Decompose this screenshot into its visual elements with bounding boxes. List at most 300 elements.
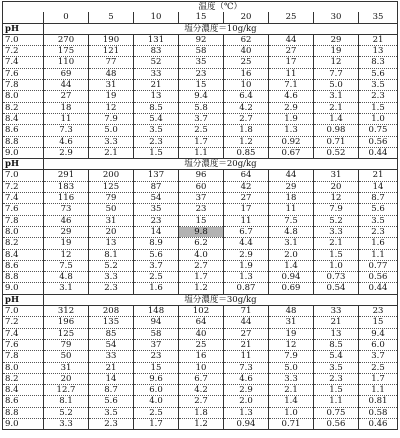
value-cell: 79: [89, 193, 134, 204]
value-cell: 2.1: [89, 147, 134, 158]
value-cell: 54: [89, 339, 134, 350]
value-cell: 23: [134, 215, 179, 226]
value-cell: 23: [359, 306, 398, 317]
value-cell: 14: [89, 373, 134, 384]
value-cell: 8.5: [314, 339, 359, 350]
value-cell: 13: [314, 328, 359, 339]
value-cell: 5.4: [134, 113, 179, 124]
value-cell: 42: [224, 181, 269, 192]
value-cell: 1.2: [224, 136, 269, 147]
value-cell: 3.3: [269, 373, 314, 384]
value-cell: 5.8: [179, 102, 224, 113]
table-row: [3, 147, 398, 158]
value-cell: 2.1: [314, 102, 359, 113]
value-cell: 1.2: [179, 283, 224, 294]
temperature-label-row: [3, 2, 398, 13]
value-cell: 125: [89, 181, 134, 192]
ph-value: 8.8: [3, 136, 44, 147]
ph-label: pH: [3, 23, 44, 34]
value-cell: 0.56: [359, 272, 398, 283]
value-cell: 3.7: [179, 113, 224, 124]
value-cell: 1.1: [179, 147, 224, 158]
value-cell: 18: [44, 102, 89, 113]
value-cell: 13: [89, 238, 134, 249]
temperature-header-6: 30: [314, 12, 359, 23]
value-cell: 5.6: [89, 396, 134, 407]
section-title: 塩分濃度＝30g/kg: [44, 294, 398, 305]
value-cell: 1.6: [359, 238, 398, 249]
value-cell: 5.4: [314, 351, 359, 362]
ph-value: 7.2: [3, 317, 44, 328]
value-cell: 12: [89, 102, 134, 113]
table-row: [3, 113, 398, 124]
value-cell: 200: [89, 170, 134, 181]
value-cell: 1.3: [224, 272, 269, 283]
value-cell: 0.67: [269, 147, 314, 158]
value-cell: 20: [314, 181, 359, 192]
value-cell: 18: [269, 193, 314, 204]
value-cell: 11: [224, 351, 269, 362]
value-cell: 77: [89, 57, 134, 68]
value-cell: 15: [179, 215, 224, 226]
value-cell: 2.3: [89, 283, 134, 294]
value-cell: 44: [224, 317, 269, 328]
value-cell: 5.2: [314, 215, 359, 226]
value-cell: 208: [89, 306, 134, 317]
value-cell: 96: [179, 170, 224, 181]
value-cell: 85: [89, 328, 134, 339]
value-cell: 87: [134, 181, 179, 192]
ph-value: 7.2: [3, 181, 44, 192]
value-cell: 0.56: [314, 418, 359, 429]
value-cell: 7.5: [44, 260, 89, 271]
value-cell: 116: [44, 193, 89, 204]
section-header-row: [3, 23, 398, 34]
value-cell: 0.73: [314, 272, 359, 283]
value-cell: 71: [224, 306, 269, 317]
value-cell: 11: [224, 215, 269, 226]
value-cell: 2.7: [179, 396, 224, 407]
table-row: [3, 57, 398, 68]
value-cell: 1.7: [179, 136, 224, 147]
value-cell: 0.44: [359, 147, 398, 158]
value-cell: 5.6: [359, 204, 398, 215]
value-cell: 1.5: [359, 102, 398, 113]
value-cell: 44: [269, 34, 314, 45]
value-cell: 21: [314, 317, 359, 328]
value-cell: 1.5: [314, 385, 359, 396]
value-cell: 12: [44, 249, 89, 260]
value-cell: 37: [179, 193, 224, 204]
value-cell: 8.7: [89, 385, 134, 396]
value-cell: 5.2: [89, 260, 134, 271]
temperature-header-2: 10: [134, 12, 179, 23]
value-cell: 20: [44, 373, 89, 384]
value-cell: 11: [269, 204, 314, 215]
ph-value: 8.8: [3, 272, 44, 283]
value-cell: 31: [314, 170, 359, 181]
value-cell: 1.2: [179, 418, 224, 429]
table-row: [3, 418, 398, 429]
temperature-header-7: 35: [359, 12, 398, 23]
value-cell: 8.1: [44, 396, 89, 407]
value-cell: 2.9: [224, 249, 269, 260]
value-cell: 0.92: [269, 136, 314, 147]
table-row: [3, 34, 398, 45]
value-cell: 62: [224, 34, 269, 45]
value-cell: 3.5: [134, 125, 179, 136]
value-cell: 4.8: [44, 272, 89, 283]
ph-value: 7.0: [3, 306, 44, 317]
value-cell: 3.1: [314, 91, 359, 102]
value-cell: 29: [314, 34, 359, 45]
value-cell: 11: [44, 113, 89, 124]
value-cell: 1.4: [269, 396, 314, 407]
table-row: [3, 136, 398, 147]
table-row: [3, 396, 398, 407]
value-cell: 1.4: [269, 260, 314, 271]
value-cell: 196: [44, 317, 89, 328]
value-cell: 121: [89, 46, 134, 57]
value-cell: 135: [89, 317, 134, 328]
temperature-header-0: 0: [44, 12, 89, 23]
value-cell: 19: [269, 328, 314, 339]
value-cell: 7.7: [314, 68, 359, 79]
value-cell: 7.3: [224, 362, 269, 373]
value-cell: 7.9: [314, 204, 359, 215]
section-header-row: [3, 294, 398, 305]
value-cell: 29: [269, 181, 314, 192]
table-row: [3, 102, 398, 113]
value-cell: 3.3: [44, 418, 89, 429]
value-cell: 291: [44, 170, 89, 181]
value-cell: 48: [269, 306, 314, 317]
value-cell: 19: [89, 91, 134, 102]
value-cell: 8.7: [359, 193, 398, 204]
ph-value: 7.0: [3, 34, 44, 45]
value-cell: 8.9: [134, 238, 179, 249]
temperature-header-3: 15: [179, 12, 224, 23]
value-cell: 270: [44, 34, 89, 45]
value-cell: 2.9: [269, 102, 314, 113]
value-cell: 312: [44, 306, 89, 317]
table-row: [3, 362, 398, 373]
value-cell: 7.1: [269, 80, 314, 91]
value-cell: 33: [314, 306, 359, 317]
value-cell: 0.44: [359, 283, 398, 294]
value-cell: 1.1: [359, 249, 398, 260]
table-row: [3, 125, 398, 136]
value-cell: 2.1: [314, 238, 359, 249]
ph-value: 8.8: [3, 407, 44, 418]
value-cell: 5.6: [359, 68, 398, 79]
table-row: [3, 193, 398, 204]
value-cell: 0.69: [269, 283, 314, 294]
value-cell: 5.0: [89, 125, 134, 136]
value-cell: 9.4: [359, 328, 398, 339]
value-cell: 2.7: [179, 260, 224, 271]
value-cell: 13: [134, 91, 179, 102]
value-cell: 3.5: [359, 215, 398, 226]
value-cell: 102: [179, 306, 224, 317]
temperature-header-4: 20: [224, 12, 269, 23]
value-cell: 4.6: [224, 373, 269, 384]
temperature-header-1: 5: [89, 12, 134, 23]
value-cell: 1.1: [359, 385, 398, 396]
value-cell: 5.6: [134, 249, 179, 260]
ph-value: 8.2: [3, 373, 44, 384]
value-cell: 0.77: [359, 260, 398, 271]
value-cell: 11: [269, 68, 314, 79]
value-cell: 44: [269, 170, 314, 181]
value-cell: 46: [44, 215, 89, 226]
ammonia-table: [2, 1, 398, 430]
table-row: [3, 80, 398, 91]
ph-value: 7.4: [3, 193, 44, 204]
value-cell: 48: [89, 68, 134, 79]
value-cell: 4.0: [134, 396, 179, 407]
value-cell: 27: [269, 46, 314, 57]
value-cell: 1.3: [224, 407, 269, 418]
temperature-header-5: 25: [269, 12, 314, 23]
value-cell: 2.5: [359, 362, 398, 373]
value-cell: 2.3: [314, 373, 359, 384]
table-row: [3, 68, 398, 79]
highlighted-value-cell: 9.8: [179, 226, 224, 237]
value-cell: 33: [89, 351, 134, 362]
table-row: [3, 249, 398, 260]
value-cell: 2.0: [269, 249, 314, 260]
value-cell: 2.9: [44, 147, 89, 158]
value-cell: 7.3: [44, 125, 89, 136]
value-cell: 6.7: [179, 373, 224, 384]
value-cell: 4.0: [179, 249, 224, 260]
value-cell: 37: [134, 339, 179, 350]
value-cell: 2.3: [89, 418, 134, 429]
value-cell: 0.94: [269, 272, 314, 283]
value-cell: 52: [134, 57, 179, 68]
value-cell: 0.54: [314, 283, 359, 294]
value-cell: 27: [44, 91, 89, 102]
value-cell: 5.2: [44, 407, 89, 418]
value-cell: 1.0: [314, 260, 359, 271]
table-row: [3, 215, 398, 226]
value-cell: 9.6: [134, 373, 179, 384]
value-cell: 14: [134, 226, 179, 237]
value-cell: 3.3: [89, 136, 134, 147]
value-cell: 2.5: [134, 272, 179, 283]
value-cell: 0.52: [314, 147, 359, 158]
value-cell: 1.0: [269, 407, 314, 418]
value-cell: 1.5: [314, 249, 359, 260]
value-cell: 2.1: [269, 385, 314, 396]
value-cell: 3.5: [314, 362, 359, 373]
value-cell: 1.0: [359, 113, 398, 124]
ph-value: 8.4: [3, 385, 44, 396]
value-cell: 7.9: [89, 113, 134, 124]
value-cell: 17: [269, 57, 314, 68]
value-cell: 110: [44, 57, 89, 68]
value-cell: 16: [224, 68, 269, 79]
ph-value: 8.0: [3, 91, 44, 102]
value-cell: 3.5: [89, 407, 134, 418]
value-cell: 2.9: [224, 385, 269, 396]
ph-value: 7.6: [3, 68, 44, 79]
value-cell: 183: [44, 181, 89, 192]
value-cell: 4.4: [224, 238, 269, 249]
value-cell: 25: [224, 57, 269, 68]
table-row: [3, 181, 398, 192]
value-cell: 3.1: [269, 238, 314, 249]
table-row: [3, 91, 398, 102]
value-cell: 40: [179, 328, 224, 339]
value-cell: 7.9: [269, 351, 314, 362]
value-cell: 35: [179, 57, 224, 68]
value-cell: 2.7: [224, 113, 269, 124]
value-cell: 10: [224, 80, 269, 91]
value-cell: 27: [224, 193, 269, 204]
value-cell: 50: [44, 351, 89, 362]
value-cell: 137: [134, 170, 179, 181]
value-cell: 5.0: [314, 80, 359, 91]
value-cell: 8.3: [359, 57, 398, 68]
value-cell: 21: [89, 362, 134, 373]
table-row: [3, 351, 398, 362]
value-cell: 60: [179, 181, 224, 192]
value-cell: 23: [134, 351, 179, 362]
value-cell: 3.3: [89, 272, 134, 283]
section-header-row: [3, 159, 398, 170]
table-row: [3, 306, 398, 317]
value-cell: 4.6: [44, 136, 89, 147]
value-cell: 0.46: [359, 418, 398, 429]
value-cell: 40: [224, 46, 269, 57]
value-cell: 54: [134, 193, 179, 204]
value-cell: 17: [224, 204, 269, 215]
table-row: [3, 238, 398, 249]
value-cell: 3.7: [134, 260, 179, 271]
ph-label: pH: [3, 294, 44, 305]
section-title: 塩分濃度＝20g/kg: [44, 159, 398, 170]
value-cell: 0.85: [224, 147, 269, 158]
value-cell: 7.5: [269, 215, 314, 226]
value-cell: 1.8: [179, 407, 224, 418]
value-cell: 0.56: [359, 136, 398, 147]
value-cell: 2.3: [359, 226, 398, 237]
ph-value: 9.0: [3, 418, 44, 429]
ph-value: 8.6: [3, 396, 44, 407]
value-cell: 148: [134, 306, 179, 317]
value-cell: 64: [179, 317, 224, 328]
ph-value: 8.4: [3, 249, 44, 260]
value-cell: 10: [179, 362, 224, 373]
ph-value: 8.2: [3, 238, 44, 249]
value-cell: 0.75: [359, 125, 398, 136]
value-cell: 175: [44, 46, 89, 57]
ph-value: 8.6: [3, 260, 44, 271]
table-row: [3, 317, 398, 328]
value-cell: 8.5: [134, 102, 179, 113]
value-cell: 79: [44, 339, 89, 350]
value-cell: 2.3: [134, 136, 179, 147]
value-cell: 12: [314, 193, 359, 204]
ph-value: 7.2: [3, 46, 44, 57]
value-cell: 3.3: [314, 226, 359, 237]
value-cell: 21: [134, 80, 179, 91]
value-cell: 29: [44, 226, 89, 237]
value-cell: 12.7: [44, 385, 89, 396]
value-cell: 20: [89, 226, 134, 237]
value-cell: 0.71: [314, 136, 359, 147]
value-cell: 31: [89, 215, 134, 226]
value-cell: 31: [89, 80, 134, 91]
table-container: [2, 1, 397, 430]
value-cell: 3.7: [359, 351, 398, 362]
value-cell: 0.71: [269, 418, 314, 429]
value-cell: 23: [179, 204, 224, 215]
value-cell: 13: [359, 46, 398, 57]
value-cell: 6.7: [224, 226, 269, 237]
value-cell: 0.81: [359, 396, 398, 407]
value-cell: 27: [224, 328, 269, 339]
ph-value: 8.0: [3, 362, 44, 373]
value-cell: 1.4: [314, 113, 359, 124]
ph-value: 8.4: [3, 113, 44, 124]
value-cell: 1.5: [134, 147, 179, 158]
ph-value: 7.4: [3, 328, 44, 339]
table-row: [3, 260, 398, 271]
temperature-label: 温度（℃）: [44, 2, 398, 13]
value-cell: 83: [134, 46, 179, 57]
value-cell: 2.3: [359, 91, 398, 102]
value-cell: 1.7: [359, 373, 398, 384]
table-row: [3, 170, 398, 181]
value-cell: 25: [179, 339, 224, 350]
value-cell: 14: [359, 181, 398, 192]
value-cell: 8.1: [89, 249, 134, 260]
value-cell: 5.0: [269, 362, 314, 373]
ph-value: 7.6: [3, 204, 44, 215]
table-row: [3, 385, 398, 396]
value-cell: 12: [314, 57, 359, 68]
ph-value: 7.8: [3, 215, 44, 226]
value-cell: 21: [359, 170, 398, 181]
value-cell: 92: [179, 34, 224, 45]
value-cell: 125: [44, 328, 89, 339]
ph-value: 8.6: [3, 125, 44, 136]
table-row: [3, 328, 398, 339]
table-row: [3, 407, 398, 418]
value-cell: 1.9: [269, 113, 314, 124]
table-row: [3, 272, 398, 283]
value-cell: 31: [44, 362, 89, 373]
value-cell: 23: [179, 68, 224, 79]
value-cell: 73: [44, 204, 89, 215]
value-cell: 0.98: [314, 125, 359, 136]
value-cell: 94: [134, 317, 179, 328]
value-cell: 12: [269, 339, 314, 350]
value-cell: 0.58: [359, 407, 398, 418]
value-cell: 1.7: [134, 418, 179, 429]
table-row: [3, 226, 398, 237]
value-cell: 9.4: [179, 91, 224, 102]
corner-cell: [3, 2, 44, 13]
ph-value: 7.0: [3, 170, 44, 181]
value-cell: 3.1: [44, 283, 89, 294]
value-cell: 190: [89, 34, 134, 45]
ph-value: 7.6: [3, 339, 44, 350]
value-cell: 15: [359, 317, 398, 328]
